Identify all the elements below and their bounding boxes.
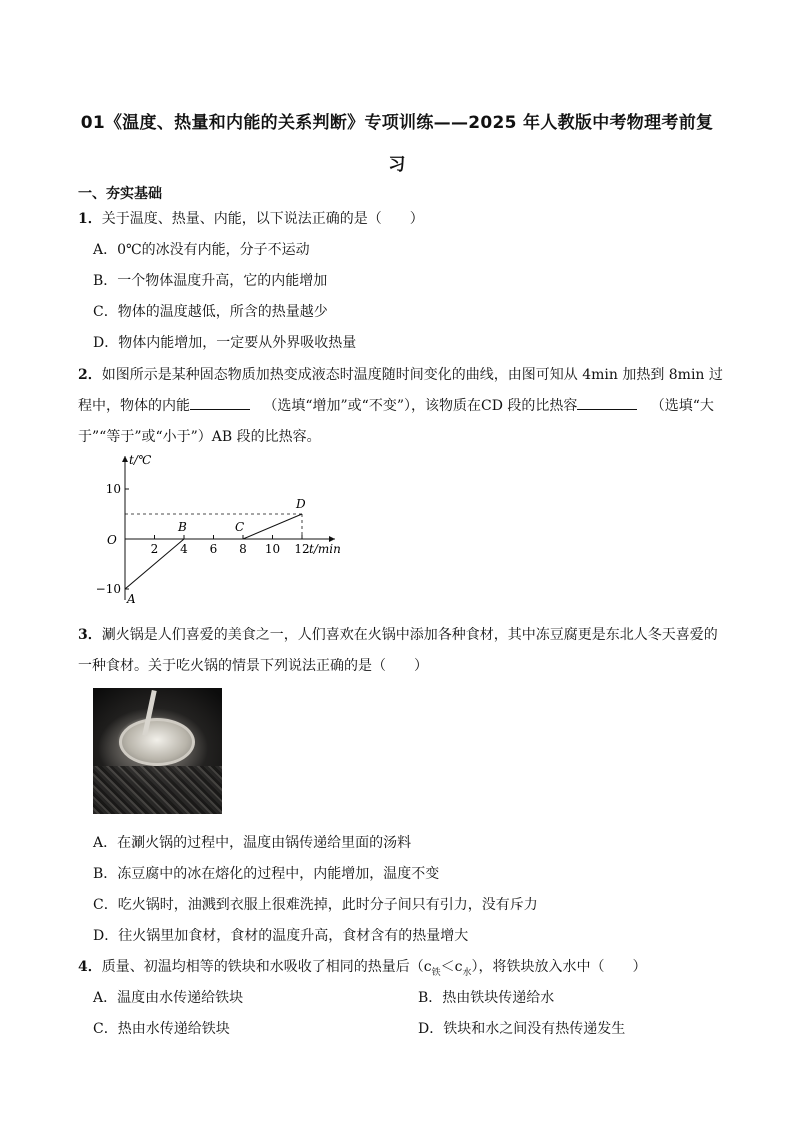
point-label-a: A [127, 592, 136, 606]
x-tick-label: 6 [209, 542, 218, 556]
question-2-line-3: 于”“等于”或“小于”）AB 段的比热容。 [78, 429, 321, 445]
section-heading: 一、夯实基础 [78, 186, 162, 202]
page-title: 01《温度、热量和内能的关系判断》专项训练——2025 年人教版中考物理考前复 [80, 113, 714, 133]
temperature-time-chart [95, 450, 355, 610]
question-4 [78, 956, 646, 978]
page-title-continued: 习 [388, 155, 406, 175]
hotpot-photo [93, 688, 222, 814]
q3-option-c: C．吃火锅时，油溅到衣服上很难洗掉，此时分子间只有引力，没有斥力 [93, 897, 538, 913]
question-1 [78, 208, 424, 228]
subscript: 铁 [431, 967, 441, 978]
question-number: 1． [78, 211, 102, 227]
question-stem: 如图所示是某种固态物质加热变成液态时温度随时间变化的曲线，由图可知从 4min 加热到 8min 过 [101, 367, 723, 383]
q1-option-b: B．一个物体温度升高，它的内能增加 [93, 273, 328, 289]
q4-option-a: A．温度由水传递给铁块 [93, 990, 244, 1006]
question-number: 2． [78, 367, 102, 383]
question-stem: 涮火锅是人们喜爱的美食之一，人们喜欢在火锅中添加各种食材，其中冻豆腐更是东北人冬天喜爱的 [101, 627, 718, 643]
question-number: 4． [78, 959, 102, 975]
question-stem: 关于温度、热量、内能，以下说法正确的是（ ） [101, 211, 424, 227]
question-stem: ），将铁块放入水中（ ） [471, 959, 647, 975]
y-tick-label: 10 [105, 482, 121, 496]
question-3-line-1 [78, 624, 718, 644]
origin-label: O [107, 533, 117, 547]
q1-option-c: C．物体的温度越低，所含的热量越少 [93, 304, 328, 320]
q3-option-d: D．往火锅里加食材，食材的温度升高，食材含有的热量增大 [93, 928, 469, 944]
point-label-d: D [296, 497, 306, 511]
y-tick-label: −10 [95, 582, 121, 596]
question-stem: ＜c [440, 959, 463, 975]
hotpot-bowl [119, 718, 195, 766]
q4-option-b: B．热由铁块传递给水 [418, 990, 555, 1006]
charcoal-texture [93, 766, 222, 814]
q1-option-a: A．0℃的冰没有内能，分子不运动 [93, 242, 310, 258]
question-2-line-1 [78, 364, 723, 384]
question-text: 程中，物体的内能 [78, 398, 190, 414]
point-label-c: C [235, 520, 245, 534]
x-tick-label: 4 [180, 542, 188, 556]
x-tick-label: 8 [239, 542, 247, 556]
question-2-line-2 [78, 395, 714, 415]
q4-option-d: D．铁块和水之间没有热传递发生 [418, 1021, 626, 1037]
q3-option-a: A．在涮火锅的过程中，温度由锅传递给里面的汤料 [93, 835, 412, 851]
question-3-line-2: 一种食材。关于吃火锅的情景下列说法正确的是（ ） [78, 658, 428, 674]
q1-option-d: D．物体内能增加，一定要从外界吸收热量 [93, 335, 357, 351]
answer-blank-2[interactable] [577, 397, 637, 410]
y-axis-label: t/℃ [129, 453, 152, 467]
x-axis-label: t/min [309, 542, 341, 556]
question-text: （选填“增加”或“不变”），该物质在CD 段的比热容 [263, 398, 578, 414]
x-tick-label: 12 [294, 542, 310, 556]
question-number: 3． [78, 627, 102, 643]
question-stem: 质量、初温均相等的铁块和水吸收了相同的热量后（c [101, 959, 432, 975]
x-tick-label: 10 [264, 542, 281, 556]
q4-option-c: C．热由水传递给铁块 [93, 1021, 230, 1037]
subscript: 水 [462, 967, 472, 978]
q3-option-b: B．冻豆腐中的冰在熔化的过程中，内能增加，温度不变 [93, 866, 440, 882]
point-label-b: B [178, 520, 187, 534]
question-text: （选填“大 [650, 398, 714, 414]
x-tick-label: 2 [150, 542, 159, 556]
answer-blank-1[interactable] [190, 397, 250, 410]
